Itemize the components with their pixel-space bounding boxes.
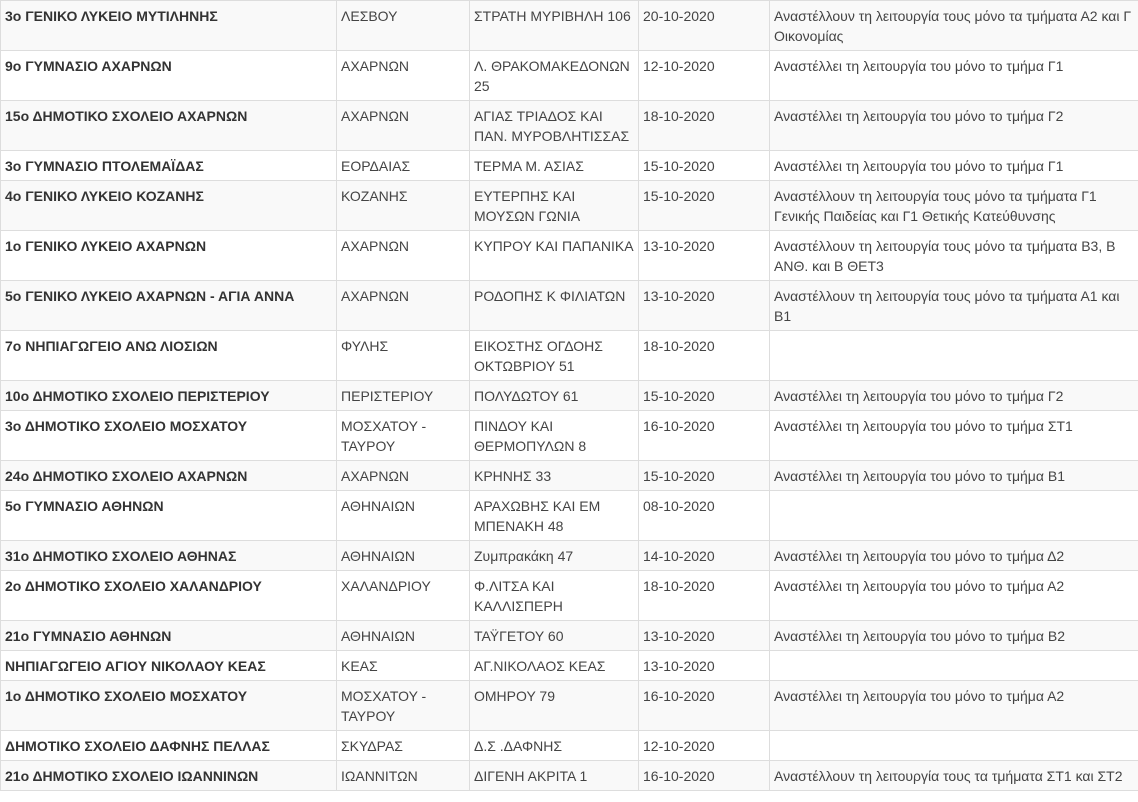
table-row [1,101,1138,151]
table-row [1,491,1138,541]
date-cell: 13-10-2020 [639,231,770,281]
address-cell: Φ.ΛΙΤΣΑ ΚΑΙ ΚΑΛΛΙΣΠΕΡΗ [470,571,639,621]
table-row [1,461,1138,491]
note-cell [770,491,1138,541]
table-row [1,681,1138,731]
date-cell: 08-10-2020 [639,491,770,541]
address-cell: ΤΑΫΓΕΤΟΥ 60 [470,621,639,651]
address-cell: ΤΕΡΜΑ Μ. ΑΣΙΑΣ [470,151,639,181]
note-cell: Αναστέλλει τη λειτουργία του μόνο το τμήμα Δ2 [770,541,1138,571]
municipality-cell: ΑΧΑΡΝΩΝ [337,461,470,491]
table-row [1,381,1138,411]
note-cell: Αναστέλλουν τη λειτουργία τους μόνο τα τμήματα Α1 και Β1 [770,281,1138,331]
municipality-cell: ΑΧΑΡΝΩΝ [337,101,470,151]
address-cell: ΕΥΤΕΡΠΗΣ ΚΑΙ ΜΟΥΣΩΝ ΓΩΝΙΑ [470,181,639,231]
table-row [1,51,1138,101]
note-cell: Αναστέλλει τη λειτουργία του μόνο το τμήμα ΣΤ1 [770,411,1138,461]
school-name-cell: 1ο ΔΗΜΟΤΙΚΟ ΣΧΟΛΕΙΟ ΜΟΣΧΑΤΟΥ [1,681,337,731]
municipality-cell: ΠΕΡΙΣΤΕΡΙΟΥ [337,381,470,411]
date-cell: 20-10-2020 [639,1,770,51]
note-cell [770,331,1138,381]
municipality-cell: ΑΧΑΡΝΩΝ [337,281,470,331]
school-name-cell: 21ο ΔΗΜΟΤΙΚΟ ΣΧΟΛΕΙΟ ΙΩΑΝΝΙΝΩΝ [1,761,337,791]
table-row [1,181,1138,231]
school-name-cell: 5ο ΓΥΜΝΑΣΙΟ ΑΘΗΝΩΝ [1,491,337,541]
address-cell: ΑΓ.ΝΙΚΟΛΑΟΣ ΚΕΑΣ [470,651,639,681]
date-cell: 13-10-2020 [639,621,770,651]
municipality-cell: ΕΟΡΔΑΙΑΣ [337,151,470,181]
address-cell: Λ. ΘΡΑΚΟΜΑΚΕΔΟΝΩΝ 25 [470,51,639,101]
municipality-cell: ΚΕΑΣ [337,651,470,681]
school-name-cell: 3ο ΔΗΜΟΤΙΚΟ ΣΧΟΛΕΙΟ ΜΟΣΧΑΤΟΥ [1,411,337,461]
school-name-cell: 3ο ΓΕΝΙΚΟ ΛΥΚΕΙΟ ΜΥΤΙΛΗΝΗΣ [1,1,337,51]
table-row [1,331,1138,381]
table-body [1,1,1138,791]
school-name-cell: ΔΗΜΟΤΙΚΟ ΣΧΟΛΕΙΟ ΔΑΦΝΗΣ ΠΕΛΛΑΣ [1,731,337,761]
municipality-cell: ΑΧΑΡΝΩΝ [337,231,470,281]
note-cell: Αναστέλλουν τη λειτουργία τους μόνο τα τμήματα Β3, Β ΑΝΘ. και Β ΘΕΤ3 [770,231,1138,281]
table-row [1,411,1138,461]
municipality-cell: ΣΚΥΔΡΑΣ [337,731,470,761]
municipality-cell: ΙΩΑΝΝΙΤΩΝ [337,761,470,791]
address-cell: ΠΟΛΥΔΩΤΟΥ 61 [470,381,639,411]
table-row [1,621,1138,651]
date-cell: 14-10-2020 [639,541,770,571]
note-cell: Αναστέλλει τη λειτουργία του μόνο το τμήμα Γ2 [770,381,1138,411]
address-cell: ΚΥΠΡΟΥ ΚΑΙ ΠΑΠΑΝΙΚΑ [470,231,639,281]
municipality-cell: ΦΥΛΗΣ [337,331,470,381]
address-cell: ΑΡΑΧΩΒΗΣ ΚΑΙ ΕΜ ΜΠΕΝΑΚΗ 48 [470,491,639,541]
table-row [1,281,1138,331]
school-name-cell: 2ο ΔΗΜΟΤΙΚΟ ΣΧΟΛΕΙΟ ΧΑΛΑΝΔΡΙΟΥ [1,571,337,621]
table-row [1,651,1138,681]
school-name-cell: 10ο ΔΗΜΟΤΙΚΟ ΣΧΟΛΕΙΟ ΠΕΡΙΣΤΕΡΙΟΥ [1,381,337,411]
address-cell: ΡΟΔΟΠΗΣ Κ ΦΙΛΙΑΤΩΝ [470,281,639,331]
address-cell: ΣΤΡΑΤΗ ΜΥΡΙΒΗΛΗ 106 [470,1,639,51]
date-cell: 18-10-2020 [639,101,770,151]
address-cell: Ζυμπρακάκη 47 [470,541,639,571]
date-cell: 15-10-2020 [639,461,770,491]
address-cell: ΕΙΚΟΣΤΗΣ ΟΓΔΟΗΣ ΟΚΤΩΒΡΙΟΥ 51 [470,331,639,381]
date-cell: 15-10-2020 [639,381,770,411]
note-cell: Αναστέλλουν τη λειτουργία τους μόνο τα τμήματα Α2 και Γ Οικονομίας [770,1,1138,51]
municipality-cell: ΜΟΣΧΑΤΟΥ - ΤΑΥΡΟΥ [337,411,470,461]
date-cell: 12-10-2020 [639,731,770,761]
municipality-cell: ΑΘΗΝΑΙΩΝ [337,491,470,541]
note-cell: Αναστέλλει τη λειτουργία του μόνο το τμήμα Β2 [770,621,1138,651]
table-row [1,151,1138,181]
note-cell [770,731,1138,761]
municipality-cell: ΑΧΑΡΝΩΝ [337,51,470,101]
table-row [1,231,1138,281]
table-row [1,1,1138,51]
municipality-cell: ΚΟΖΑΝΗΣ [337,181,470,231]
school-name-cell: 1ο ΓΕΝΙΚΟ ΛΥΚΕΙΟ ΑΧΑΡΝΩΝ [1,231,337,281]
school-name-cell: 21ο ΓΥΜΝΑΣΙΟ ΑΘΗΝΩΝ [1,621,337,651]
date-cell: 16-10-2020 [639,761,770,791]
note-cell: Αναστέλλει τη λειτουργία του μόνο το τμήμα Γ1 [770,151,1138,181]
date-cell: 16-10-2020 [639,411,770,461]
address-cell: ΟΜΗΡΟΥ 79 [470,681,639,731]
school-name-cell: 4ο ΓΕΝΙΚΟ ΛΥΚΕΙΟ ΚΟΖΑΝΗΣ [1,181,337,231]
date-cell: 12-10-2020 [639,51,770,101]
school-name-cell: ΝΗΠΙΑΓΩΓΕΙΟ ΑΓΙΟΥ ΝΙΚΟΛΑΟΥ ΚΕΑΣ [1,651,337,681]
table-row [1,571,1138,621]
note-cell: Αναστέλλει τη λειτουργία του μόνο το τμήμα Β1 [770,461,1138,491]
note-cell: Αναστέλλει τη λειτουργία του μόνο το τμήμα Γ2 [770,101,1138,151]
date-cell: 18-10-2020 [639,571,770,621]
municipality-cell: ΛΕΣΒΟΥ [337,1,470,51]
school-name-cell: 7ο ΝΗΠΙΑΓΩΓΕΙΟ ΑΝΩ ΛΙΟΣΙΩΝ [1,331,337,381]
date-cell: 16-10-2020 [639,681,770,731]
address-cell: ΑΓΙΑΣ ΤΡΙΑΔΟΣ ΚΑΙ ΠΑΝ. ΜΥΡΟΒΛΗΤΙΣΣΑΣ [470,101,639,151]
school-name-cell: 5ο ΓΕΝΙΚΟ ΛΥΚΕΙΟ ΑΧΑΡΝΩΝ - ΑΓΙΑ ΑΝΝΑ [1,281,337,331]
address-cell: Δ.Σ .ΔΑΦΝΗΣ [470,731,639,761]
note-cell: Αναστέλλει τη λειτουργία του μόνο το τμήμα Γ1 [770,51,1138,101]
date-cell: 13-10-2020 [639,651,770,681]
note-cell: Αναστέλλει τη λειτουργία του μόνο το τμήμα Α2 [770,571,1138,621]
school-name-cell: 3ο ΓΥΜΝΑΣΙΟ ΠΤΟΛΕΜΑΪΔΑΣ [1,151,337,181]
address-cell: ΚΡΗΝΗΣ 33 [470,461,639,491]
date-cell: 13-10-2020 [639,281,770,331]
date-cell: 18-10-2020 [639,331,770,381]
note-cell [770,651,1138,681]
table-row [1,541,1138,571]
note-cell: Αναστέλλει τη λειτουργία του μόνο το τμήμα Α2 [770,681,1138,731]
note-cell: Αναστέλλουν τη λειτουργία τους τα τμήματα ΣΤ1 και ΣΤ2 [770,761,1138,791]
table-row [1,761,1138,791]
municipality-cell: ΑΘΗΝΑΙΩΝ [337,541,470,571]
note-cell: Αναστέλλουν τη λειτουργία τους μόνο τα τμήματα Γ1 Γενικής Παιδείας και Γ1 Θετικής Κατεύθυνσης [770,181,1138,231]
date-cell: 15-10-2020 [639,181,770,231]
school-name-cell: 31ο ΔΗΜΟΤΙΚΟ ΣΧΟΛΕΙΟ ΑΘΗΝΑΣ [1,541,337,571]
school-name-cell: 15ο ΔΗΜΟΤΙΚΟ ΣΧΟΛΕΙΟ ΑΧΑΡΝΩΝ [1,101,337,151]
school-name-cell: 9ο ΓΥΜΝΑΣΙΟ ΑΧΑΡΝΩΝ [1,51,337,101]
address-cell: ΠΙΝΔΟΥ ΚΑΙ ΘΕΡΜΟΠΥΛΩΝ 8 [470,411,639,461]
municipality-cell: ΧΑΛΑΝΔΡΙΟΥ [337,571,470,621]
date-cell: 15-10-2020 [639,151,770,181]
table-row [1,731,1138,761]
address-cell: ΔΙΓΕΝΗ ΑΚΡΙΤΑ 1 [470,761,639,791]
municipality-cell: ΑΘΗΝΑΙΩΝ [337,621,470,651]
municipality-cell: ΜΟΣΧΑΤΟΥ - ΤΑΥΡΟΥ [337,681,470,731]
school-name-cell: 24ο ΔΗΜΟΤΙΚΟ ΣΧΟΛΕΙΟ ΑΧΑΡΝΩΝ [1,461,337,491]
